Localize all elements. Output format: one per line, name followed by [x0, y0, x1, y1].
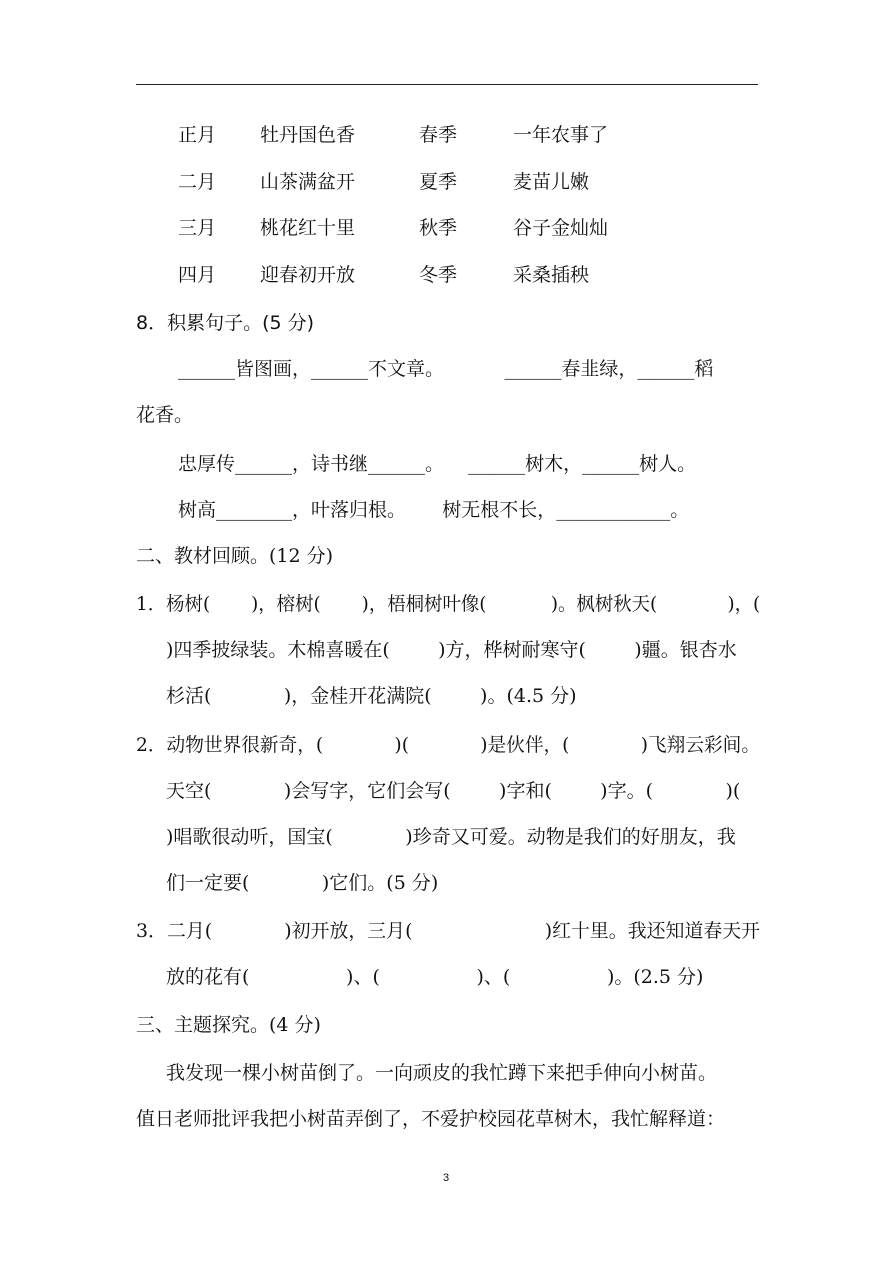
q8-line: 忠厚传______，诗书继______。 ______树木，______树人。 [178, 453, 697, 475]
table-cell: 正月 [178, 124, 217, 146]
section-3-paragraph-line: 值日老师批评我把小树苗弄倒了，不爱护校园花草树木，我忙解释道： [136, 1108, 726, 1130]
section-2-line: 放的花有( )、( )、( )。(2.5 分) [166, 966, 704, 988]
section-2-line: 们一定要( )它们。(5 分) [166, 872, 439, 894]
section-2-line: 3．二月( )初开放，三月( )红十里。我还知道春天开 [136, 920, 761, 942]
section-2-line: 杉活( )，金桂开花满院( )。(4.5 分) [166, 685, 577, 707]
table-cell: 谷子金灿灿 [513, 217, 609, 239]
table-cell: 冬季 [419, 264, 458, 286]
section-2-heading: 二、教材回顾。(12 分) [136, 545, 334, 567]
page-number: 3 [442, 1172, 450, 1184]
section-2-line: 1．杨树( )，榕树( )，梧桐树叶像( )。枫树秋天( )，( [136, 593, 761, 615]
section-3-heading: 三、主题探究。(4 分) [136, 1014, 321, 1036]
q8-line: ______皆图画，______不文章。 ______春韭绿，______稻 [178, 358, 714, 380]
table-cell: 二月 [178, 171, 217, 193]
question-8-title: 8．积累句子。(5 分) [136, 312, 315, 334]
section-2-line: )四季披绿装。木棉喜暖在( )方，桦树耐寒守( )疆。银杏水 [166, 639, 737, 661]
table-cell: 山茶满盆开 [260, 171, 356, 193]
table-cell: 桃花红十里 [260, 217, 356, 239]
header-rule [136, 84, 758, 85]
section-3-paragraph-line: 我发现一棵小树苗倒了。一向顽皮的我忙蹲下来把手伸向小树苗。 [166, 1062, 718, 1084]
table-cell: 牡丹国色香 [260, 124, 356, 146]
table-cell: 春季 [419, 124, 458, 146]
q8-line: 花香。 [136, 404, 194, 426]
q8-line: 树高________，叶落归根。 树无根不长，____________。 [178, 499, 690, 521]
table-cell: 三月 [178, 217, 217, 239]
table-cell: 采桑插秧 [513, 264, 590, 286]
section-2-line: 天空( )会写字，它们会写( )字和( )字。( )( [166, 780, 741, 802]
table-cell: 秋季 [419, 217, 458, 239]
table-cell: 四月 [178, 264, 217, 286]
table-cell: 夏季 [419, 171, 458, 193]
section-2-line: )唱歌很动听，国宝( )珍奇又可爱。动物是我们的好朋友，我 [166, 826, 736, 848]
table-cell: 麦苗儿嫩 [513, 171, 590, 193]
table-cell: 一年农事了 [513, 124, 609, 146]
table-cell: 迎春初开放 [260, 264, 356, 286]
section-2-line: 2．动物世界很新奇，( )( )是伙伴，( )飞翔云彩间。 [136, 734, 761, 756]
